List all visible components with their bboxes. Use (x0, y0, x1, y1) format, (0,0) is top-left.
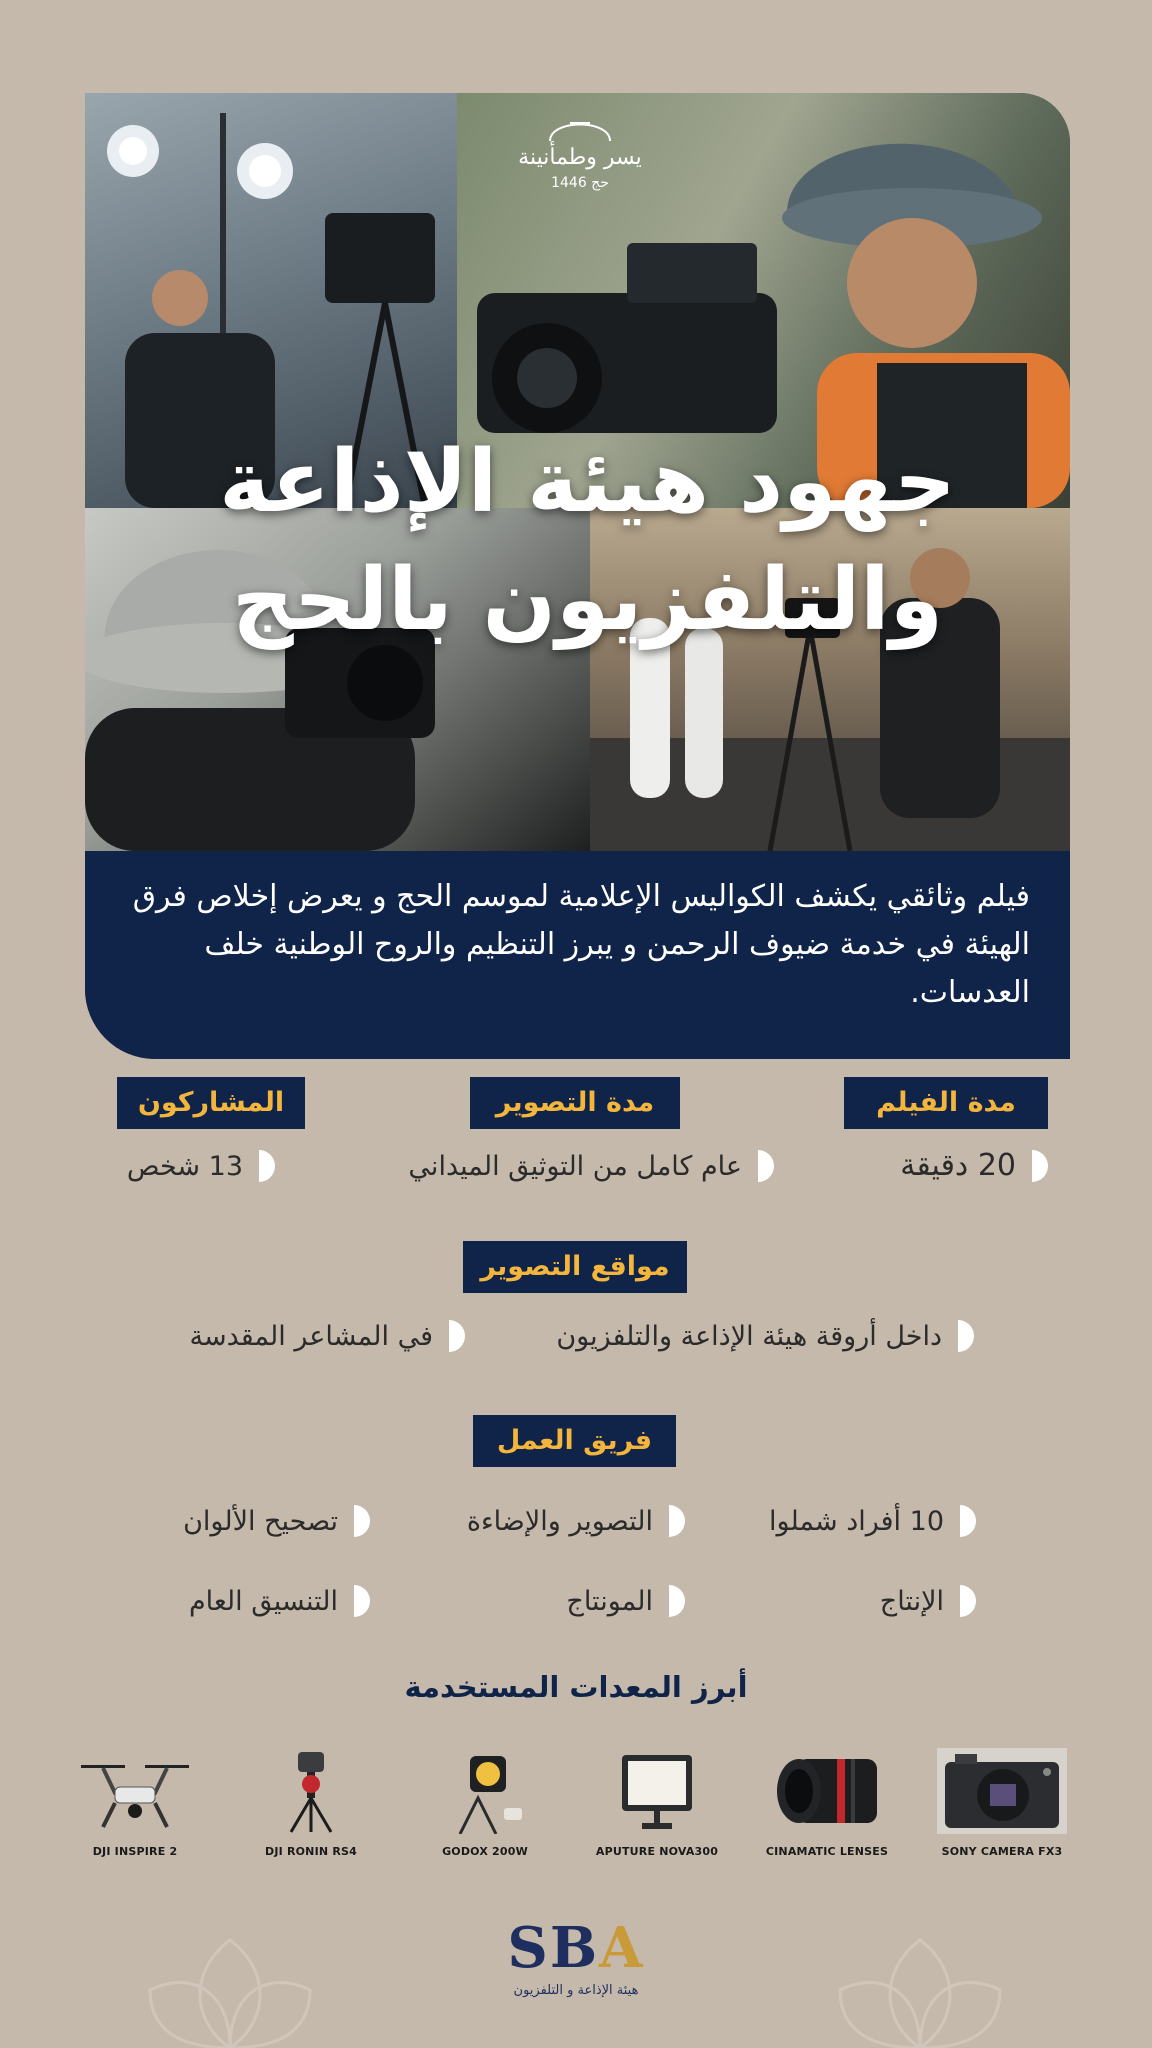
bullet-icon (756, 1150, 774, 1182)
team-item-1 (769, 1505, 976, 1537)
equipment-item-lenses (752, 1745, 902, 1858)
location-text-2: في المشاعر المقدسة (189, 1320, 433, 1352)
logo-text: يسر وطمأنينة (518, 145, 642, 170)
hero-section (85, 93, 1070, 1059)
team-item-3 (183, 1505, 370, 1537)
team-item-2 (467, 1505, 685, 1537)
logo-letters-sb: SB (507, 1915, 600, 1981)
bullet-icon (352, 1505, 370, 1537)
equipment-name-2: CINAMATIC LENSES (765, 1845, 889, 1858)
sba-logo (0, 1915, 1152, 1998)
equipment-name-3: APUTURE NOVA300 (595, 1845, 719, 1858)
location-text-1: داخل أروقة هيئة الإذاعة والتلفزيون (556, 1320, 942, 1352)
light-icon (440, 1748, 530, 1834)
equipment-item-aputure (582, 1745, 732, 1858)
team-text-6: التنسيق العام (188, 1585, 338, 1617)
description-text: فيلم وثائقي يكشف الكواليس الإعلامية لموسم الحج و يعرض إخلاص فرق الهيئة في خدمة ضيوف الرحمن و يبرز التنظيم والروح الوطنية خلف العدسات. (132, 879, 1030, 1010)
team-item-6 (189, 1585, 370, 1617)
bullet-icon (958, 1585, 976, 1617)
title-line-1: جهود هيئة الإذاعة (219, 432, 956, 532)
location-item-1 (556, 1320, 974, 1352)
bullet-icon (257, 1150, 275, 1182)
drone-icon (75, 1751, 195, 1831)
team-text-1: 10 أفراد شملوا (769, 1505, 944, 1537)
equipment-item-godox (410, 1745, 560, 1858)
mosque-dome-icon (540, 113, 620, 141)
film-duration-label: مدة الفيلم (844, 1077, 1048, 1129)
equipment-name-6: DJI INSPIRE 2 (92, 1845, 178, 1858)
participants-value: 13 شخص (126, 1150, 243, 1182)
team-item-4 (880, 1585, 976, 1617)
equipment-item-inspire (60, 1745, 210, 1858)
bullet-icon (447, 1320, 465, 1352)
location-item-2 (189, 1320, 465, 1352)
page-title (125, 423, 1050, 659)
equipment-name-1: SONY CAMERA FX3 (941, 1845, 1063, 1858)
logo-year: حج 1446 (551, 175, 609, 192)
equipment-item-ronin (236, 1745, 386, 1858)
locations-label: مواقع التصوير (463, 1241, 687, 1293)
equipment-item-sony-fx3 (927, 1745, 1077, 1858)
team-text-4: الإنتاج (879, 1585, 944, 1617)
film-duration-item (900, 1148, 1048, 1183)
title-line-2: والتلفزيون بالحج (231, 550, 944, 650)
bullet-icon (958, 1505, 976, 1537)
bullet-icon (956, 1320, 974, 1352)
team-label: فريق العمل (473, 1415, 676, 1467)
shoot-duration-value: عام كامل من التوثيق الميداني (408, 1150, 742, 1182)
team-text-3: تصحيح الألوان (183, 1505, 338, 1537)
bullet-icon (667, 1585, 685, 1617)
description-panel (85, 851, 1070, 1059)
equipment-name-4: GODOX 200W (442, 1845, 528, 1858)
bullet-icon (667, 1505, 685, 1537)
participants-label: المشاركون (117, 1077, 305, 1129)
gimbal-icon (276, 1748, 346, 1834)
bullet-icon (352, 1585, 370, 1617)
camera-icon (937, 1748, 1067, 1834)
participants-item (127, 1150, 275, 1182)
bullet-icon (1030, 1150, 1048, 1182)
org-name: هيئة الإذاعة و التلفزيون (513, 1983, 639, 1998)
sba-logo-mark (0, 1915, 1152, 1981)
shoot-duration-label: مدة التصوير (470, 1077, 680, 1129)
shoot-duration-item (408, 1150, 774, 1182)
logo-letter-a: A (599, 1915, 645, 1981)
equipment-name-5: DJI RONIN RS4 (265, 1845, 357, 1858)
equipment-title: أبرز المعدات المستخدمة (404, 1670, 748, 1704)
lens-icon (767, 1751, 887, 1831)
film-duration-value: 20 دقيقة (900, 1148, 1016, 1183)
team-item-5 (566, 1585, 685, 1617)
led-panel-icon (612, 1749, 702, 1833)
team-text-5: المونتاج (566, 1585, 653, 1617)
hajj-campaign-logo (515, 113, 645, 191)
team-text-2: التصوير والإضاءة (466, 1505, 653, 1537)
